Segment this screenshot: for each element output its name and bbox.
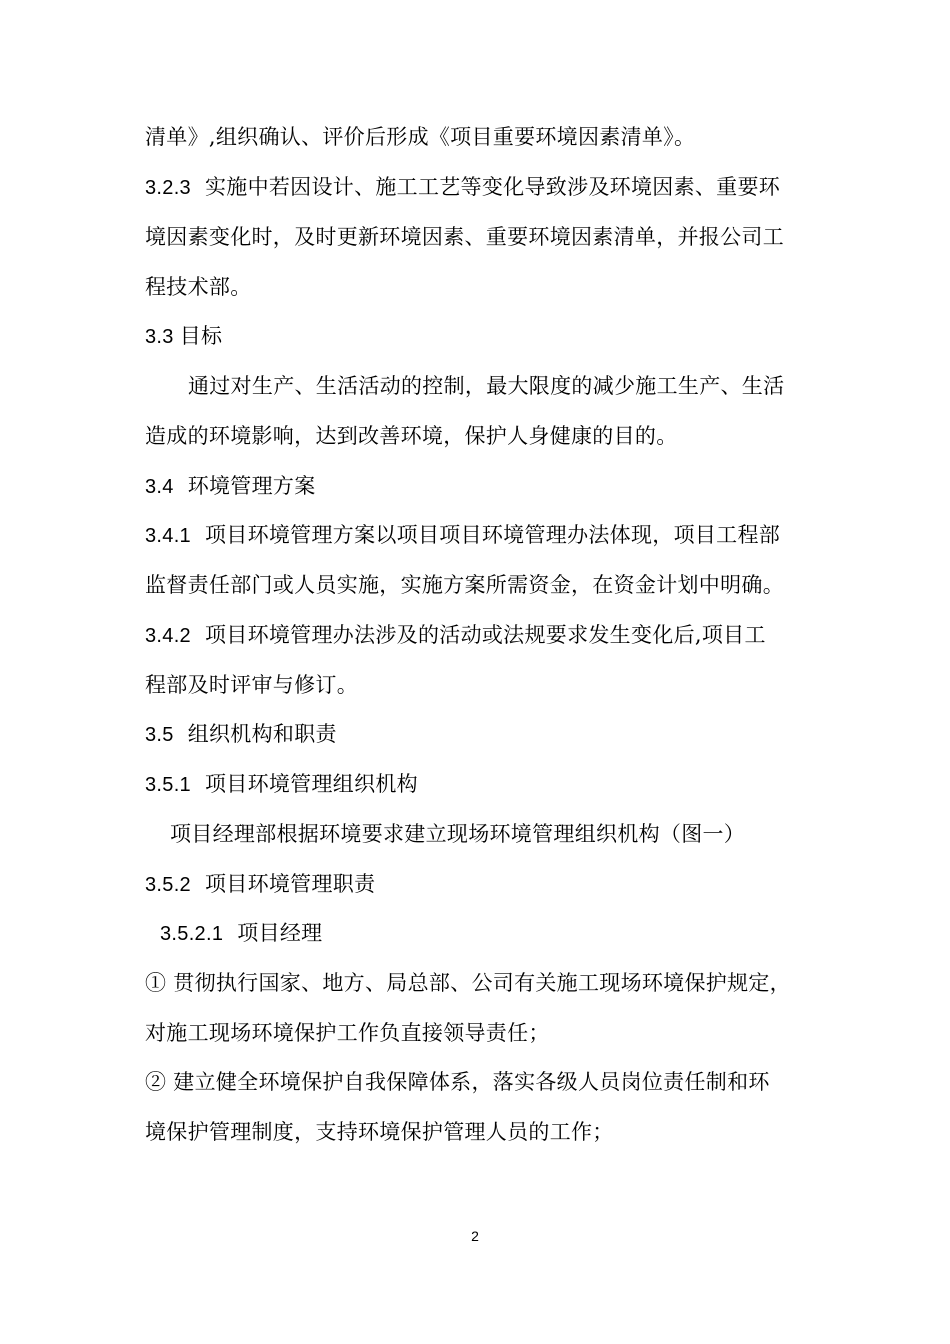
text-line — [145, 1019, 550, 1047]
list-item — [145, 969, 791, 997]
text-line — [145, 273, 252, 301]
section-heading — [160, 919, 322, 948]
text-line — [145, 123, 695, 151]
section-number: 3.5.2.1 — [160, 923, 224, 945]
section-heading — [145, 173, 780, 202]
line-text: 实施中若因设计、施工工艺等变化导致涉及环境因素、重要环 — [204, 175, 781, 199]
line-text: 项目经理部根据环境要求建立现场环境管理组织机构（图一） — [170, 822, 746, 846]
text-line — [145, 571, 784, 599]
section-number: 3.3 — [145, 326, 174, 348]
line-text: 境因素变化时，及时更新环境因素、重要环境因素清单，并报公司工 — [145, 225, 784, 249]
line-text: ② 建立健全环境保护自我保障体系，落实各级人员岗位责任制和环 — [145, 1070, 770, 1094]
list-item — [145, 1068, 770, 1096]
section-number: 3.5.1 — [145, 774, 191, 796]
line-text: 境保护管理制度，支持环境保护管理人员的工作； — [145, 1120, 614, 1144]
section-heading — [145, 720, 337, 749]
line-text: 项目经理 — [237, 921, 323, 945]
line-text: 清单》,组织确认、评价后形成《项目重要环境因素清单》。 — [145, 125, 696, 149]
line-text: 项目环境管理职责 — [204, 872, 376, 896]
section-heading — [145, 870, 375, 899]
line-text: 项目环境管理组织机构 — [204, 772, 418, 796]
text-line — [145, 422, 678, 450]
text-line — [145, 223, 784, 251]
line-text: ① 贯彻执行国家、地方、局总部、公司有关施工现场环境保护规定， — [145, 971, 791, 995]
section-heading — [145, 770, 418, 799]
section-number: 3.4 — [145, 476, 174, 498]
text-line — [188, 372, 784, 400]
text-line — [145, 671, 358, 699]
line-text: 程技术部。 — [145, 275, 252, 299]
line-text: 对施工现场环境保护工作负直接领导责任； — [145, 1021, 550, 1045]
page-number: 2 — [471, 1228, 479, 1244]
section-heading — [145, 521, 780, 550]
section-heading — [145, 472, 316, 501]
text-line — [170, 820, 745, 848]
line-text: 环境管理方案 — [187, 474, 316, 498]
section-heading — [145, 621, 766, 650]
text-line — [145, 1118, 614, 1146]
section-number: 3.2.3 — [145, 177, 191, 199]
line-text: 目标 — [179, 324, 223, 348]
section-number: 3.5.2 — [145, 874, 191, 896]
line-text: 项目环境管理办法涉及的活动或法规要求发生变化后,项目工 — [204, 623, 766, 647]
line-text: 程部及时评审与修订。 — [145, 673, 358, 697]
line-text: 项目环境管理方案以项目项目环境管理办法体现，项目工程部 — [204, 523, 781, 547]
section-heading — [145, 322, 222, 351]
line-text: 通过对生产、生活活动的控制，最大限度的减少施工生产、生活 — [188, 374, 785, 398]
section-number: 3.5 — [145, 724, 174, 746]
section-number: 3.4.2 — [145, 625, 191, 647]
line-text: 组织机构和职责 — [187, 722, 337, 746]
line-text: 监督责任部门或人员实施，实施方案所需资金，在资金计划中明确。 — [145, 573, 784, 597]
line-text: 造成的环境影响，达到改善环境，保护人身健康的目的。 — [145, 424, 678, 448]
section-number: 3.4.1 — [145, 525, 191, 547]
